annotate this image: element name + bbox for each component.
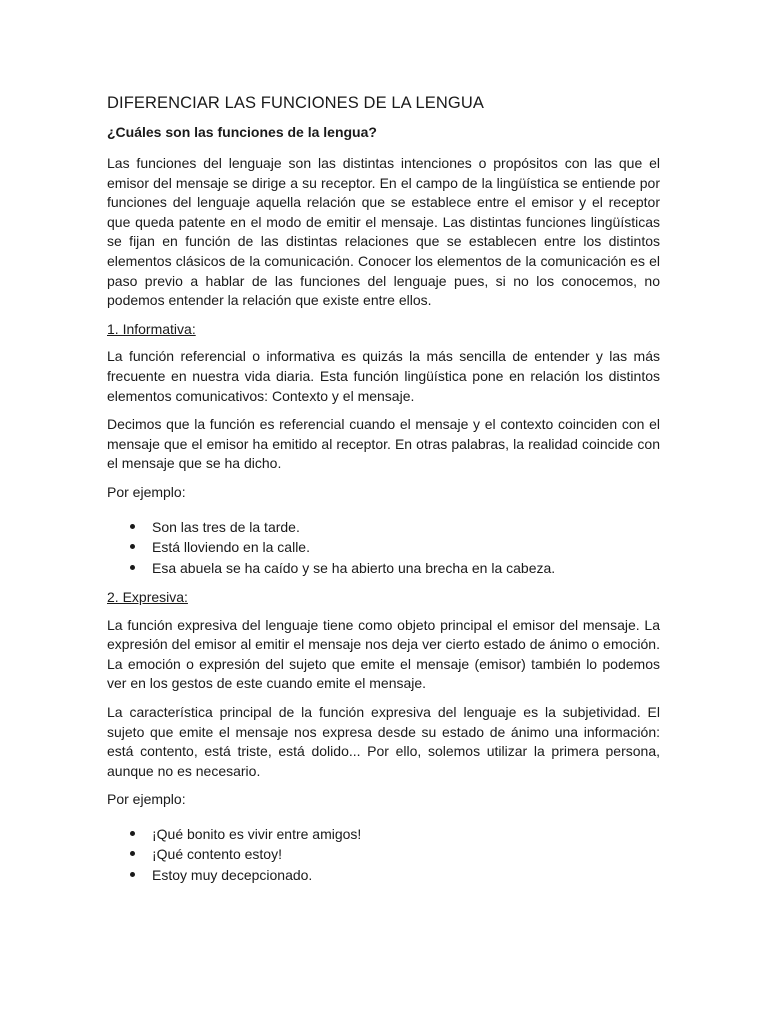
document-subtitle: ¿Cuáles son las funciones de la lengua? <box>107 124 377 140</box>
page-title: DIFERENCIAR LAS FUNCIONES DE LA LENGUA <box>107 94 484 112</box>
list-item <box>107 537 660 558</box>
bullet-icon <box>130 851 135 856</box>
bullet-icon <box>130 524 135 529</box>
intro-paragraph: Las funciones del lenguaje son las distintas intenciones o propósitos con las que el emisor del mensaje se dirige a su receptor. En el campo de la lingüística se entiende por funciones del lenguaje aquella relación que se establece entre el emisor y el receptor que queda patente en el modo de emitir el mensaje. Las distintas funciones lingüísticas se fijan en función de las distintas relaciones que se establecen entre los distintos elementos clásicos de la comunicación. Conocer los elementos de la comunicación es el paso previo a hablar de las funciones del lenguaje pues, si no los conocemos, no podemos entender la relación que existe entre ellos. <box>107 155 660 309</box>
expresiva-examples-list <box>107 824 660 886</box>
list-item-text: Son las tres de la tarde. <box>152 518 300 535</box>
list-item-text: Está lloviendo en la calle. <box>152 539 310 555</box>
section-heading-expresiva: 2. Expresiva: <box>107 589 188 605</box>
informativa-example-label: Por ejemplo: <box>107 483 186 500</box>
list-item <box>107 865 660 886</box>
list-item-text: ¡Qué contento estoy! <box>152 846 282 863</box>
list-item-text: Esa abuela se ha caído y se ha abierto una brecha en la cabeza. <box>152 559 556 576</box>
bullet-icon <box>130 565 135 570</box>
list-item <box>107 558 660 579</box>
informativa-paragraph-2: Decimos que la función es referencial cuando el mensaje y el contexto coinciden con el mensaje que el emisor ha emitido al receptor. En otras palabras, la realidad coincide con el mensaje que se ha dicho. <box>107 416 660 472</box>
document-page <box>107 92 660 895</box>
bullet-icon <box>130 544 135 549</box>
expresiva-paragraph-2: La característica principal de la función expresiva del lenguaje es la subjetividad. El sujeto que emite el mensaje nos expresa desde su estado de ánimo una información: está contento, está triste, está dolido... Por ello, solemos utilizar la primera persona, aunque no es necesario. <box>107 703 660 779</box>
section-heading-informativa: 1. Informativa: <box>107 320 196 337</box>
bullet-icon <box>130 831 135 836</box>
informativa-paragraph-1: La función referencial o informativa es quizás la más sencilla de entender y las más frecuente en nuestra vida diaria. Esta función lingüística pone en relación los distintos elementos comunicativos: Contexto y el mensaje. <box>107 348 660 404</box>
list-item-text: ¡Qué bonito es vivir entre amigos! <box>152 825 362 842</box>
list-item-text: Estoy muy decepcionado. <box>152 866 313 883</box>
bullet-icon <box>130 872 135 877</box>
list-item <box>107 824 660 845</box>
list-item <box>107 844 660 865</box>
list-item <box>107 517 660 538</box>
expresiva-paragraph-1: La función expresiva del lenguaje tiene como objeto principal el emisor del mensaje. La expresión del emisor al emitir el mensaje nos deja ver cierto estado de ánimo o emoción. La emoción o expresión del sujeto que emite el mensaje (emisor) también lo podemos ver en los gestos de este cuando emite el mensaje. <box>107 616 660 692</box>
expresiva-example-label: Por ejemplo: <box>107 791 186 808</box>
informativa-examples-list <box>107 517 660 579</box>
